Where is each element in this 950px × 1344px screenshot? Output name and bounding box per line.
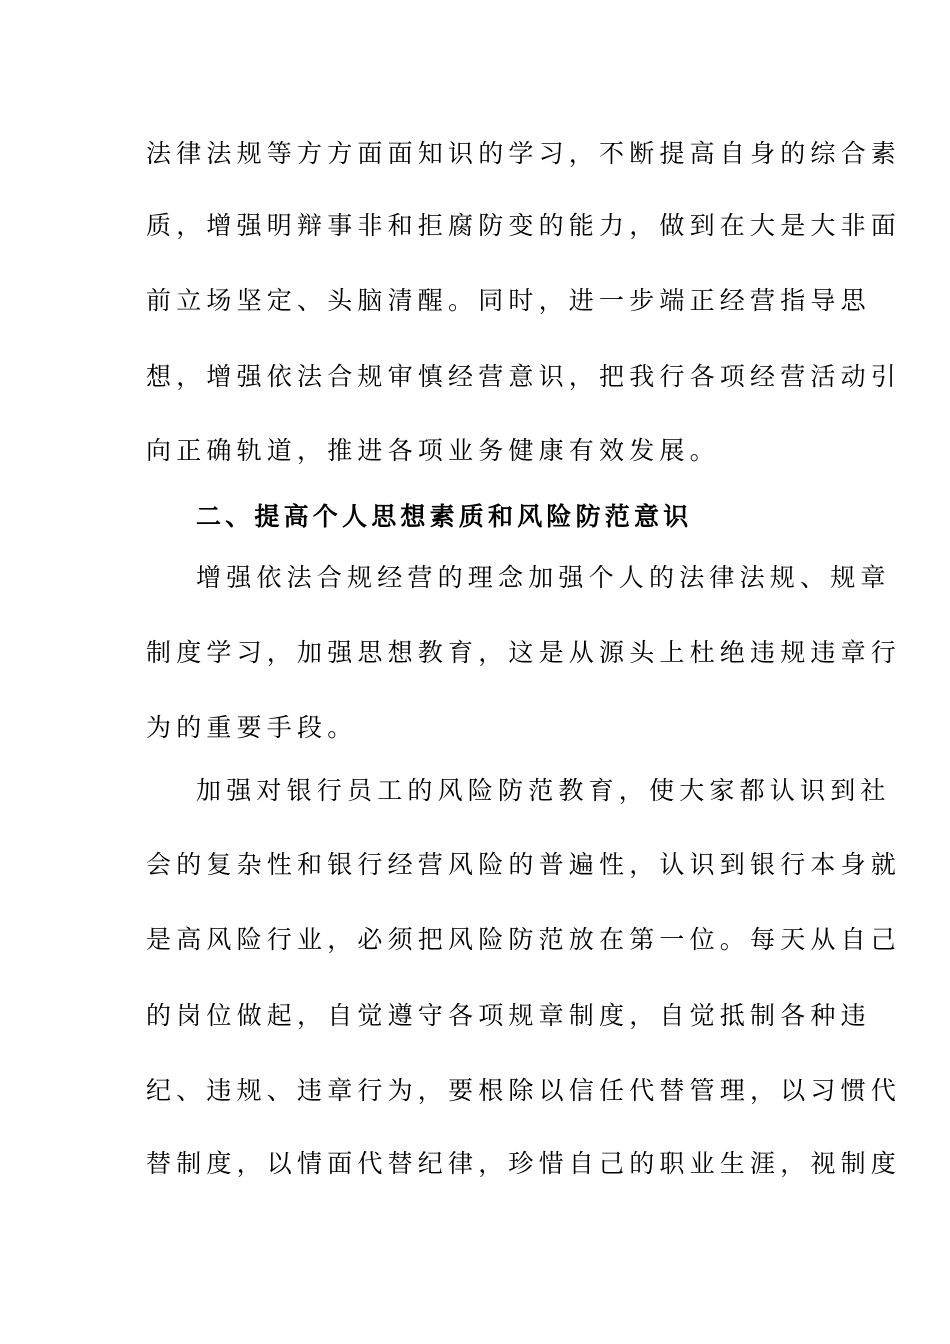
body-text-line: 的岗位做起，自觉遵守各项规章制度，自觉抵制各种违: [146, 1001, 871, 1030]
body-text-line: 前立场坚定、头脑清醒。同时，进一步端正经营指导思: [146, 286, 871, 315]
body-text-line: 向正确轨道，推进各项业务健康有效发展。: [146, 436, 720, 465]
body-text-line: 法律法规等方方面面知识的学习，不断提高自身的综合素: [146, 139, 902, 168]
paragraph-first-line: 增强依法合规经营的理念加强个人的法律法规、规章: [196, 563, 891, 592]
body-text-line: 为的重要手段。: [146, 713, 358, 742]
paragraph-first-line: 加强对银行员工的风险防范教育，使大家都认识到社: [196, 776, 891, 805]
body-text-line: 想，增强依法合规审慎经营意识，把我行各项经营活动引: [146, 362, 902, 391]
section-heading: 二、提高个人思想素质和风险防范意识: [196, 502, 693, 531]
body-text-line: 纪、违规、违章行为，要根除以信任代替管理，以习惯代: [146, 1076, 902, 1105]
body-text-line: 是高风险行业，必须把风险防范放在第一位。每天从自己: [146, 925, 902, 954]
body-text-line: 会的复杂性和银行经营风险的普遍性，认识到银行本身就: [146, 850, 902, 879]
body-text-line: 替制度，以情面代替纪律，珍惜自己的职业生涯，视制度: [146, 1149, 902, 1178]
body-text-line: 制度学习，加强思想教育，这是从源头上杜绝违规违章行: [146, 638, 902, 667]
body-text-line: 质，增强明辩事非和拒腐防变的能力，做到在大是大非面: [146, 211, 902, 240]
